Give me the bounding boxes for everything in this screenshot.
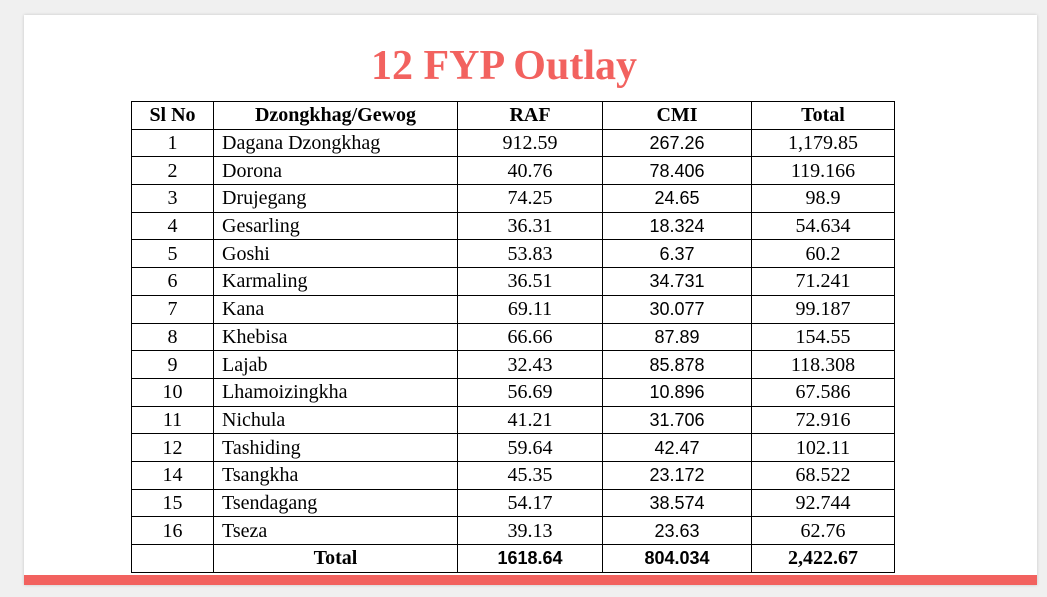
- slide-title: 12 FYP Outlay: [370, 43, 637, 89]
- cell-total: 92.744: [752, 489, 895, 517]
- cell-sl-no: 2: [132, 157, 214, 185]
- cell-dzongkhag-gewog: Drujegang: [214, 185, 458, 213]
- total-cmi: 804.034: [603, 545, 752, 573]
- cell-total: 1,179.85: [752, 129, 895, 157]
- cell-raf: 36.51: [458, 268, 603, 296]
- cell-cmi: 10.896: [603, 378, 752, 406]
- header-raf: RAF: [458, 102, 603, 130]
- table-row: [132, 212, 895, 240]
- cell-cmi: 34.731: [603, 268, 752, 296]
- cell-sl-no: 4: [132, 212, 214, 240]
- cell-sl-no: 10: [132, 378, 214, 406]
- cell-sl-no: 1: [132, 129, 214, 157]
- cell-total: 99.187: [752, 295, 895, 323]
- cell-sl-no: 5: [132, 240, 214, 268]
- cell-cmi: 267.26: [603, 129, 752, 157]
- cell-raf: 45.35: [458, 461, 603, 489]
- cell-dzongkhag-gewog: Kana: [214, 295, 458, 323]
- cell-raf: 54.17: [458, 489, 603, 517]
- cell-raf: 40.76: [458, 157, 603, 185]
- cell-total: 119.166: [752, 157, 895, 185]
- total-raf: 1618.64: [458, 545, 603, 573]
- cell-cmi: 38.574: [603, 489, 752, 517]
- cell-cmi: 18.324: [603, 212, 752, 240]
- table-row: [132, 461, 895, 489]
- header-cmi: CMI: [603, 102, 752, 130]
- cell-raf: 53.83: [458, 240, 603, 268]
- cell-raf: 56.69: [458, 378, 603, 406]
- cell-raf: 32.43: [458, 351, 603, 379]
- cell-dzongkhag-gewog: Lhamoizingkha: [214, 378, 458, 406]
- accent-bar: [24, 575, 1037, 585]
- outlay-table: [131, 101, 895, 573]
- cell-dzongkhag-gewog: Tsangkha: [214, 461, 458, 489]
- cell-sl-no: 14: [132, 461, 214, 489]
- cell-total: 62.76: [752, 517, 895, 545]
- table-row: [132, 240, 895, 268]
- cell-cmi: 6.37: [603, 240, 752, 268]
- table-row: [132, 268, 895, 296]
- cell-dzongkhag-gewog: Khebisa: [214, 323, 458, 351]
- table-body: [132, 129, 895, 544]
- cell-sl-no: 7: [132, 295, 214, 323]
- cell-cmi: 23.172: [603, 461, 752, 489]
- cell-raf: 59.64: [458, 434, 603, 462]
- cell-sl-no: 6: [132, 268, 214, 296]
- cell-cmi: 87.89: [603, 323, 752, 351]
- table-row: [132, 157, 895, 185]
- table-row: [132, 295, 895, 323]
- cell-total: 118.308: [752, 351, 895, 379]
- cell-dzongkhag-gewog: Dorona: [214, 157, 458, 185]
- cell-raf: 39.13: [458, 517, 603, 545]
- cell-sl-no: 9: [132, 351, 214, 379]
- table-row: [132, 434, 895, 462]
- cell-total: 60.2: [752, 240, 895, 268]
- cell-raf: 69.11: [458, 295, 603, 323]
- cell-total: 68.522: [752, 461, 895, 489]
- cell-cmi: 24.65: [603, 185, 752, 213]
- cell-raf: 41.21: [458, 406, 603, 434]
- header-sl-no: Sl No: [132, 102, 214, 130]
- cell-raf: 74.25: [458, 185, 603, 213]
- cell-dzongkhag-gewog: Karmaling: [214, 268, 458, 296]
- table-total-row: [132, 545, 895, 573]
- cell-total: 71.241: [752, 268, 895, 296]
- cell-cmi: 23.63: [603, 517, 752, 545]
- cell-dzongkhag-gewog: Lajab: [214, 351, 458, 379]
- cell-cmi: 85.878: [603, 351, 752, 379]
- cell-sl-no: 11: [132, 406, 214, 434]
- total-total: 2,422.67: [752, 545, 895, 573]
- header-dzongkhag-gewog: Dzongkhag/Gewog: [214, 102, 458, 130]
- table-row: [132, 517, 895, 545]
- cell-sl-no: 8: [132, 323, 214, 351]
- cell-total: 154.55: [752, 323, 895, 351]
- cell-raf: 66.66: [458, 323, 603, 351]
- table-row: [132, 489, 895, 517]
- table-row: [132, 129, 895, 157]
- cell-dzongkhag-gewog: Gesarling: [214, 212, 458, 240]
- table-row: [132, 351, 895, 379]
- cell-dzongkhag-gewog: Dagana Dzongkhag: [214, 129, 458, 157]
- cell-total: 98.9: [752, 185, 895, 213]
- table-row: [132, 323, 895, 351]
- cell-total: 67.586: [752, 378, 895, 406]
- cell-dzongkhag-gewog: Nichula: [214, 406, 458, 434]
- table-header-row: [132, 102, 895, 130]
- cell-cmi: 78.406: [603, 157, 752, 185]
- cell-sl-no: 12: [132, 434, 214, 462]
- cell-dzongkhag-gewog: Goshi: [214, 240, 458, 268]
- table-row: [132, 185, 895, 213]
- cell-dzongkhag-gewog: Tseza: [214, 517, 458, 545]
- cell-total: 54.634: [752, 212, 895, 240]
- header-total: Total: [752, 102, 895, 130]
- cell-dzongkhag-gewog: Tsendagang: [214, 489, 458, 517]
- cell-sl-no: 15: [132, 489, 214, 517]
- cell-cmi: 31.706: [603, 406, 752, 434]
- cell-sl-no: 16: [132, 517, 214, 545]
- table-row: [132, 378, 895, 406]
- cell-cmi: 42.47: [603, 434, 752, 462]
- total-sl-cell: [132, 545, 214, 573]
- total-label: Total: [214, 545, 458, 573]
- cell-raf: 36.31: [458, 212, 603, 240]
- cell-sl-no: 3: [132, 185, 214, 213]
- table-row: [132, 406, 895, 434]
- cell-dzongkhag-gewog: Tashiding: [214, 434, 458, 462]
- cell-total: 102.11: [752, 434, 895, 462]
- cell-total: 72.916: [752, 406, 895, 434]
- cell-raf: 912.59: [458, 129, 603, 157]
- cell-cmi: 30.077: [603, 295, 752, 323]
